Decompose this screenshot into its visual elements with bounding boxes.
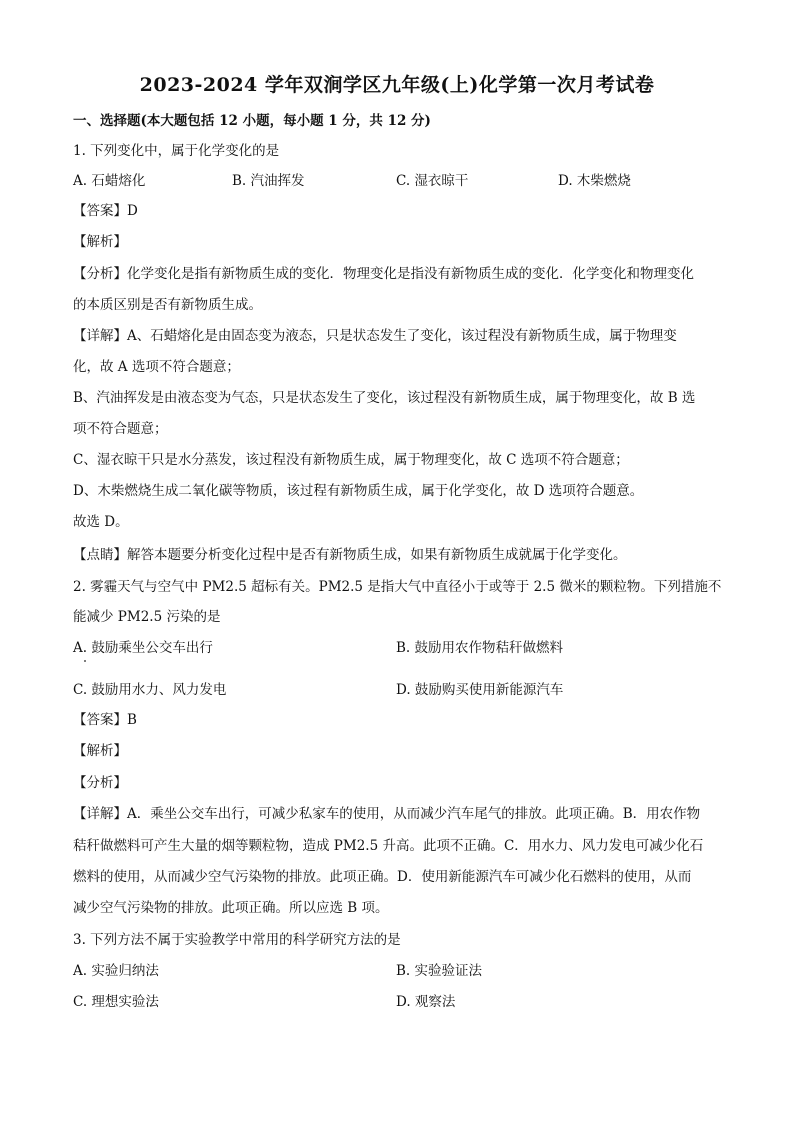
q2-answer: 【答案】B: [73, 712, 137, 728]
exam-title: 2023-2024 学年双涧学区九年级(上)化学第一次月考试卷: [139, 74, 655, 96]
q2-detail-line-4: 减少空气污染物的排放。此项正确。所以应选 B 项。: [73, 900, 389, 916]
q1-detail-line-6: D、木柴燃烧生成二氧化碳等物质，该过程有新物质生成，属于化学变化，故 D 选项符合题意。: [73, 483, 644, 499]
q2-option-c: C. 鼓励用水力、风力发电: [73, 682, 227, 698]
q1-detail-line-2: 化，故 A 选项不符合题意；: [73, 359, 240, 375]
q3-option-d: D. 观察法: [396, 994, 456, 1010]
question-2-stem-line-2: 能减少 PM2.5 污染的是: [73, 609, 221, 625]
q1-option-b: B. 汽油挥发: [232, 173, 305, 189]
q3-option-a: A. 实验归纳法: [73, 963, 159, 979]
q2-analysis-label: 【解析】: [73, 743, 127, 759]
q1-fenxi-line-2: 的本质区别是否有新物质生成。: [73, 297, 262, 313]
q1-option-d: D. 木柴燃烧: [558, 173, 631, 189]
q2-fenxi-label: 【分析】: [73, 775, 127, 791]
q1-detail-line-5: C、湿衣晾干只是水分蒸发，该过程没有新物质生成，属于物理变化，故 C 选项不符合题意；: [73, 452, 629, 468]
q1-option-a: A. 石蜡熔化: [73, 173, 146, 189]
q3-option-b: B. 实验验证法: [396, 963, 483, 979]
question-2-stem-line-1: 2. 雾霾天气与空气中 PM2.5 超标有关。PM2.5 是指大气中直径小于或等于 2.5 微米的颗粒物。下列措施不: [73, 579, 722, 595]
q1-detail-line-7: 故选 D。: [73, 514, 129, 530]
q1-tip: 【点睛】解答本题要分析变化过程中是否有新物质生成，如果有新物质生成就属于化学变化。: [73, 547, 627, 563]
q2-detail-line-3: 燃料的使用，从而减少空气污染物的排放。此项正确。D．使用新能源汽车可减少化石燃料的使用，从而: [73, 869, 692, 885]
q3-option-c: C. 理想实验法: [73, 994, 159, 1010]
q2-detail-line-1: 【详解】A．乘坐公交车出行，可减少私家车的使用，从而减少汽车尾气的排放。此项正确。B．用农作物: [73, 806, 701, 822]
section-heading: 一、选择题(本大题包括 12 小题，每小题 1 分，共 12 分): [73, 113, 431, 129]
q1-option-c: C. 湿衣晾干: [396, 173, 469, 189]
q2-option-a: A. 鼓励乘坐公交车出行: [73, 640, 213, 656]
q1-analysis-label: 【解析】: [73, 234, 127, 250]
q2-option-b: B. 鼓励用农作物秸秆做燃料: [396, 640, 564, 656]
q2-detail-line-2: 秸秆做燃料可产生大量的烟等颗粒物，造成 PM2.5 升高。此项不正确。C．用水力、风力发电可减少化石: [73, 838, 704, 854]
q1-answer: 【答案】D: [73, 203, 138, 219]
question-3-stem: 3. 下列方法不属于实验教学中常用的科学研究方法的是: [73, 932, 401, 948]
q1-detail-line-4: 项不符合题意；: [73, 421, 168, 437]
q1-fenxi-line-1: 【分析】化学变化是指有新物质生成的变化．物理变化是指没有新物质生成的变化．化学变化和物理变化: [73, 266, 694, 282]
q1-detail-line-3: B、汽油挥发是由液态变为气态，只是状态发生了变化，该过程没有新物质生成，属于物理变化，故 B 选: [73, 390, 696, 406]
question-1-stem: 1. 下列变化中，属于化学变化的是: [73, 143, 280, 159]
stray-dot: [84, 660, 86, 662]
q1-detail-line-1: 【详解】A、石蜡熔化是由固态变为液态，只是状态发生了变化，该过程没有新物质生成，属于物理变: [73, 328, 677, 344]
q2-option-d: D. 鼓励购买使用新能源汽车: [396, 682, 564, 698]
